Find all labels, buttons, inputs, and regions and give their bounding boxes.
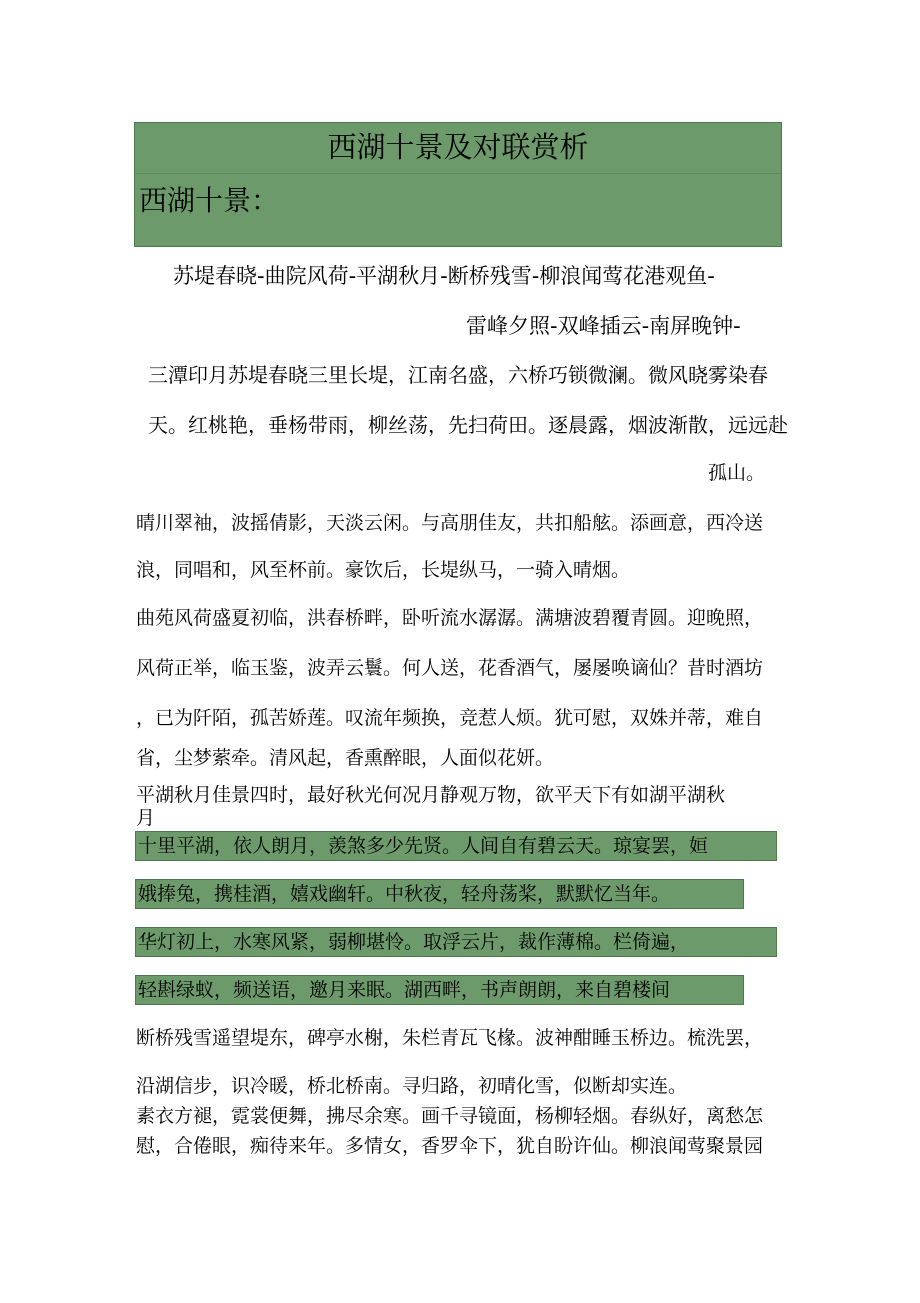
poem-line: 曲苑风荷盛夏初临，洪春桥畔，卧听流水潺潺。满塘波碧覆青圆。迎晚照，: [136, 607, 764, 629]
scenic-list-line: 苏堤春晓-曲院风荷-平湖秋月-断桥残雪-柳浪闻莺花港观鱼-: [173, 264, 715, 288]
poem-line: 浪，同唱和，风至杯前。豪饮后，长堤纵马，一骑入晴烟。: [136, 559, 631, 581]
highlighted-text: 十里平湖，依人朗月，羡煞多少先贤。人间自有碧云天。琼宴罢，姮: [138, 835, 709, 857]
highlighted-line: [135, 927, 777, 957]
poem-line: 断桥残雪遥望堤东，碑亭水榭，朱栏青瓦飞椽。波神酣睡玉桥边。梳洗罢，: [136, 1027, 764, 1049]
poem-line: 风荷正举，临玉鉴，波弄云鬟。何人送，花香酒气，屡屡唤谪仙？昔时酒坊: [136, 657, 764, 679]
scenic-list-line: 雷峰夕照-双峰插云-南屏晚钟-: [466, 314, 741, 338]
poem-line: 月: [136, 807, 156, 829]
banner-divider: [135, 173, 781, 174]
highlighted-line: [135, 975, 744, 1005]
poem-line: 省，尘梦萦牵。清风起，香熏醉眼，人面似花妍。: [136, 747, 555, 769]
page-title: 西湖十景及对联赏析: [327, 130, 589, 164]
highlighted-text: 娥捧兔，携桂酒，嬉戏幽轩。中秋夜，轻舟荡桨，默默忆当年。: [138, 883, 671, 905]
poem-line: 素衣方褪，霓裳便舞，拂尽余寒。画千寻镜面，杨柳轻烟。春纵好，离愁怎: [136, 1105, 764, 1127]
poem-line: ，已为阡陌，孤苦娇莲。叹流年频换，竞惹人烦。犹可慰，双姝并蒂，难自: [136, 707, 764, 729]
highlighted-line: [135, 879, 744, 909]
poem-line: 孤山。: [708, 462, 766, 484]
poem-line: 天。红桃艳，垂杨带雨，柳丝荡，先扫荷田。逐晨露，烟波渐散，远远赴: [148, 413, 788, 437]
section-heading: 西湖十景：: [139, 184, 280, 217]
poem-line: 平湖秋月佳景四时，最好秋光何况月静观万物，欲平天下有如湖平湖秋: [136, 784, 726, 806]
highlighted-text: 华灯初上，水寒风紧，弱柳堪怜。取浮云片，裁作薄棉。栏倚遍，: [138, 931, 690, 953]
poem-line: 三潭印月苏堤春晓三里长堤，江南名盛，六桥巧锁微澜。微风晓雾染春: [148, 363, 768, 387]
poem-line: 慰，合倦眼，痴待来年。多情女，香罗伞下，犹自盼许仙。柳浪闻莺聚景园: [136, 1135, 764, 1157]
highlighted-text: 轻斟绿蚁，频送语，邀月来眠。湖西畔，书声朗朗，来自碧楼间: [138, 979, 671, 1001]
poem-line: 沿湖信步，识冷暖，桥北桥南。寻归路，初晴化雪，似断却实连。: [136, 1075, 688, 1097]
poem-line: 晴川翠袖，波摇倩影，天淡云闲。与高朋佳友，共扣船舷。添画意，西冷送: [136, 512, 764, 534]
highlighted-line: [135, 831, 777, 861]
title-banner: [134, 122, 782, 247]
